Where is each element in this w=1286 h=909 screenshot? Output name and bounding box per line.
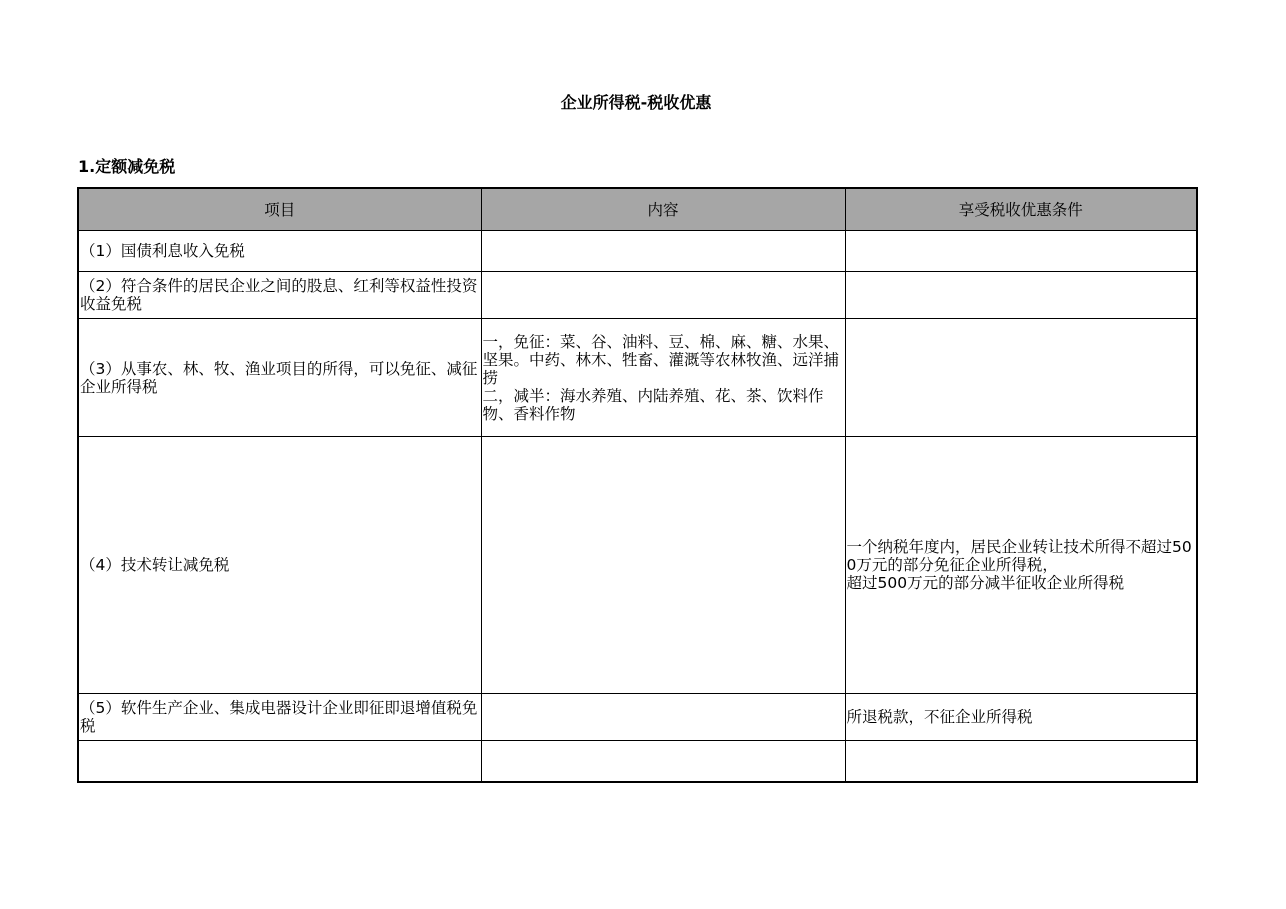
document-title: 企业所得税-税收优惠 [560, 93, 712, 112]
table-row [78, 272, 1197, 319]
tax-preference-table [77, 187, 1198, 783]
table-row [78, 319, 1197, 437]
section-heading: 1.定额减免税 [78, 157, 176, 176]
cell-condition[interactable] [845, 319, 1197, 437]
cell-item[interactable]: （2）符合条件的居民企业之间的股息、红利等权益性投资收益免税 [78, 272, 481, 319]
table-row [78, 437, 1197, 694]
cell-item[interactable]: （1）国债利息收入免税 [78, 231, 481, 272]
cell-content[interactable] [481, 272, 845, 319]
cell-condition[interactable] [845, 272, 1197, 319]
header-cell-content: 内容 [481, 188, 845, 231]
table-row [78, 694, 1197, 741]
cell-item[interactable] [78, 741, 481, 782]
cell-content[interactable] [481, 231, 845, 272]
cell-content[interactable]: 一，免征：菜、谷、油料、豆、棉、麻、糖、水果、坚果。中药、林木、牲畜、灌溉等农林牧渔、远洋捕捞 二，减半：海水养殖、内陆养殖、花、茶、饮料作物、香料作物 [481, 319, 845, 437]
cell-content[interactable] [481, 437, 845, 694]
table-row [78, 741, 1197, 782]
header-cell-condition: 享受税收优惠条件 [845, 188, 1197, 231]
cell-content[interactable] [481, 694, 845, 741]
table-row [78, 231, 1197, 272]
cell-condition[interactable]: 所退税款，不征企业所得税 [845, 694, 1197, 741]
table-header-row [78, 188, 1197, 231]
cell-item[interactable]: （3）从事农、林、牧、渔业项目的所得，可以免征、减征企业所得税 [78, 319, 481, 437]
cell-item[interactable]: （4）技术转让减免税 [78, 437, 481, 694]
cell-condition[interactable] [845, 741, 1197, 782]
header-cell-item: 项目 [78, 188, 481, 231]
cell-condition[interactable] [845, 231, 1197, 272]
cell-content[interactable] [481, 741, 845, 782]
cell-condition[interactable]: 一个纳税年度内，居民企业转让技术所得不超过500万元的部分免征企业所得税， 超过500万元的部分减半征收企业所得税 [845, 437, 1197, 694]
cell-item[interactable]: （5）软件生产企业、集成电器设计企业即征即退增值税免税 [78, 694, 481, 741]
